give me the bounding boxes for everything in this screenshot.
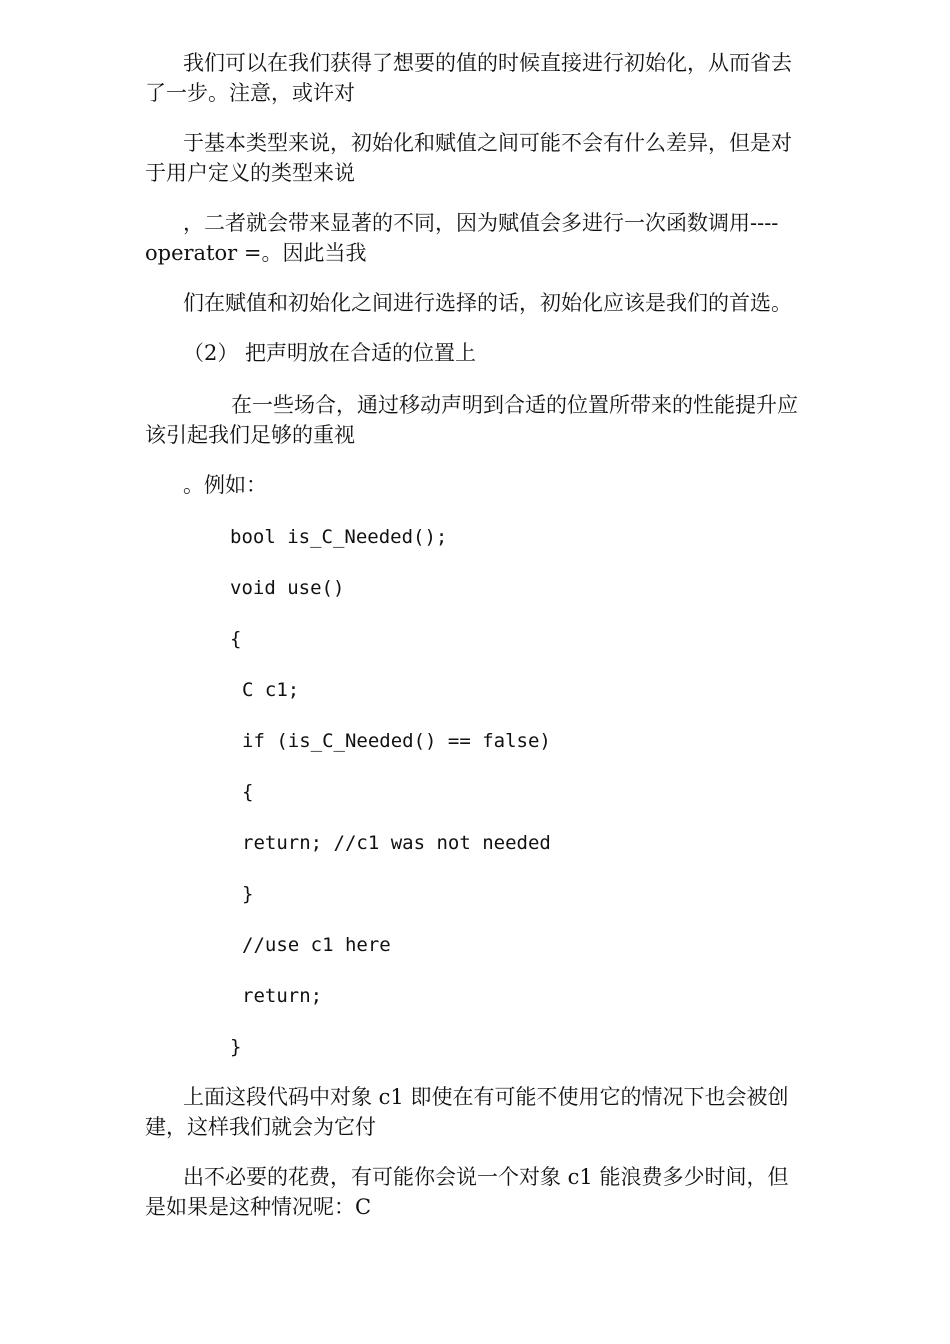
code-line: }	[230, 1036, 242, 1058]
code-line: if (is_C_Needed() == false)	[242, 730, 551, 752]
paragraph-initialization	[145, 48, 880, 108]
text-line: 们在赋值和初始化之间进行选择的话，初始化应该是我们的首选。	[183, 291, 792, 315]
paragraph-code-explanation	[145, 1082, 880, 1142]
text-line: 在一些场合，通过移动声明到合适的位置所带来的性能提升应	[231, 393, 798, 417]
code-line: void use()	[230, 577, 345, 599]
heading-text: （2） 把声明放在合适的位置上	[183, 341, 477, 365]
text-line: 。例如：	[183, 473, 267, 497]
text-line: 建，这样我们就会为它付	[145, 1115, 376, 1139]
code-line: return;	[242, 985, 323, 1007]
text-line: operator =。因此当我	[145, 241, 367, 265]
code-line: bool is_C_Needed();	[230, 526, 448, 548]
paragraph-prefer-initialization	[145, 288, 880, 318]
code-line: C c1;	[242, 679, 300, 701]
text-line: 该引起我们足够的重视	[145, 423, 355, 447]
code-line: }	[242, 883, 254, 905]
paragraph-move-declaration	[145, 390, 880, 450]
code-line: {	[242, 781, 254, 803]
paragraph-unnecessary-cost	[145, 1162, 880, 1222]
text-line: 于用户定义的类型来说	[145, 161, 355, 185]
paragraph-assignment-cost	[145, 208, 880, 268]
code-line: //use c1 here	[242, 934, 391, 956]
paragraph-basic-types	[145, 128, 880, 188]
text-line: 出不必要的花费，有可能你会说一个对象 c1 能浪费多少时间，但	[183, 1165, 789, 1189]
text-line: 是如果是这种情况呢：C	[145, 1195, 372, 1219]
text-line: 上面这段代码中对象 c1 即使在有可能不使用它的情况下也会被创	[183, 1085, 789, 1109]
text-line: ，二者就会带来显著的不同，因为赋值会多进行一次函数调用----	[183, 211, 779, 235]
text-line: 我们可以在我们获得了想要的值的时候直接进行初始化，从而省去	[183, 51, 792, 75]
code-line: return; //c1 was not needed	[242, 832, 551, 854]
paragraph-example-intro	[145, 470, 880, 500]
text-line: 了一步。注意，或许对	[145, 81, 355, 105]
code-line: {	[230, 628, 242, 650]
section-heading	[145, 338, 880, 368]
text-line: 于基本类型来说，初始化和赋值之间可能不会有什么差异，但是对	[183, 131, 792, 155]
